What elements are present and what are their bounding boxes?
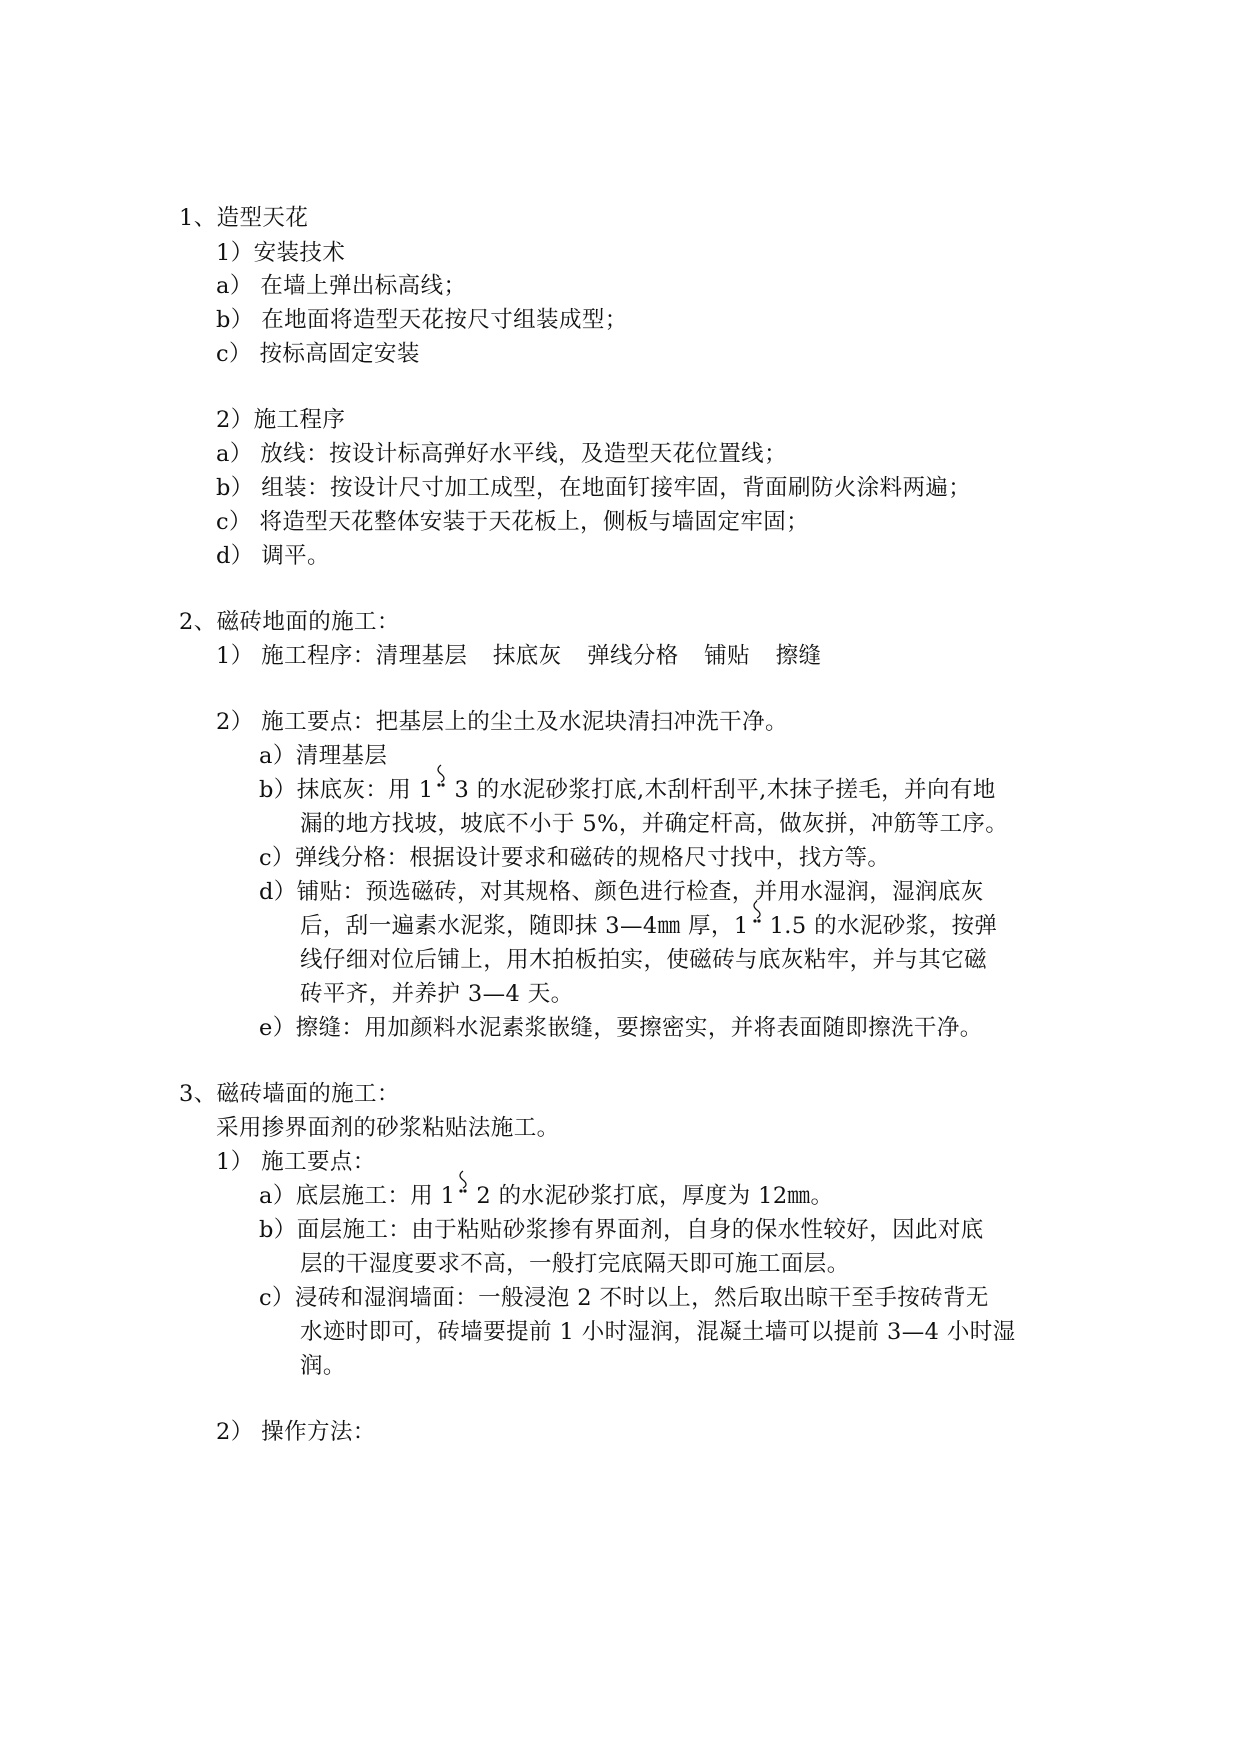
section-2-part-2-item-b-cont: 漏的地方找坡，坡底不小于 5%，并确定杆高，做灰拼，冲筋等工序。 (300, 811, 1009, 837)
section-1-part-1-item-a: a） 在墙上弹出标高线； (216, 273, 467, 299)
section-2-part-2-item-d-cont-1 (300, 911, 997, 941)
process-step-2: 抹底灰 (492, 643, 562, 669)
section-2-part-2-item-d-cont-3: 砖平齐，并养护 3—4 天。 (300, 981, 574, 1007)
section-2-part-2-item-a: a）清理基层 (259, 743, 388, 769)
section-1-part-1-item-b: b） 在地面将造型天花按尺寸组装成型； (216, 307, 628, 333)
item-d-text-end: 1.5 的水泥砂浆，按弹 (769, 913, 998, 939)
section-3-part-2-title: 2） 操作方法： (216, 1419, 376, 1445)
section-3-title: 3、磁砖墙面的施工： (179, 1081, 400, 1107)
section-3-part-1-item-c-cont-2: 润。 (300, 1353, 346, 1379)
section-1-part-2-item-c: c） 将造型天花整体安装于天花板上，侧板与墙固定牢固； (216, 509, 810, 535)
section-1-title: 1、造型天花 (179, 205, 309, 231)
section-3-part-1-item-c-cont-1: 水迹时即可，砖墙要提前 1 小时湿润，混凝土墙可以提前 3—4 小时湿 (300, 1319, 1016, 1345)
section-1-part-1-title: 1）安装技术 (216, 240, 346, 266)
ratio-symbol-icon (434, 775, 448, 795)
ratio-symbol-icon (750, 911, 764, 931)
section-3-part-1-item-b: b）面层施工：由于粘贴砂浆掺有界面剂，自身的保水性较好，因此对底 (259, 1217, 984, 1243)
section-3-part-1-item-b-cont: 层的干湿度要求不高，一般打完底隔天即可施工面层。 (300, 1251, 850, 1277)
section-3-part-1-item-c: c）浸砖和湿润墙面：一般浸泡 2 不时以上，然后取出晾干至手按砖背无 (259, 1285, 989, 1311)
section-1-part-2-title: 2）施工程序 (216, 407, 346, 433)
section-1-part-2-item-b: b） 组装：按设计尺寸加工成型，在地面钉接牢固，背面刷防火涂料两遍； (216, 475, 972, 501)
section-2-part-2-item-e: e）擦缝：用加颜料水泥素浆嵌缝，要擦密实，并将表面随即擦洗干净。 (259, 1015, 983, 1041)
item-b-text-end: 3 的水泥砂浆打底,木刮杆刮平,木抹子搓毛，并向有地 (454, 777, 996, 803)
process-step-1: 1） 施工程序：清理基层 (216, 643, 468, 669)
item-d-text-start: 后，刮一遍素水泥浆，随即抹 3—4㎜ 厚，1 (300, 913, 749, 939)
section-2-part-2-item-d: d）铺贴：预选磁砖，对其规格、颜色进行检查，并用水湿润，湿润底灰 (259, 879, 984, 905)
section-3-intro: 采用掺界面剂的砂浆粘贴法施工。 (216, 1115, 560, 1141)
process-step-3: 弹线分格 (587, 643, 679, 669)
section-2-title: 2、磁砖地面的施工： (179, 609, 400, 635)
section-2-part-2-item-c: c）弹线分格：根据设计要求和磁砖的规格尺寸找中，找方等。 (259, 845, 891, 871)
section-2-part-2-item-b (259, 775, 996, 805)
process-step-4: 铺贴 (704, 643, 751, 669)
section-1-part-1-item-c: c） 按标高固定安装 (216, 341, 420, 367)
section-2-part-2-title: 2） 施工要点：把基层上的尘土及水泥块清扫冲洗干净。 (216, 709, 788, 735)
item-a-text-end: 2 的水泥砂浆打底，厚度为 12㎜。 (476, 1183, 834, 1209)
section-1-part-2-item-a: a） 放线：按设计标高弹好水平线，及造型天花位置线； (216, 441, 787, 467)
item-b-text-start: b）抹底灰：用 1 (259, 777, 434, 803)
section-2-part-1-process (216, 641, 821, 671)
section-2-part-2-item-d-cont-2: 线仔细对位后铺上，用木拍板拍实，使磁砖与底灰粘牢，并与其它磁 (300, 947, 988, 973)
section-3-part-1-title: 1） 施工要点： (216, 1149, 376, 1175)
section-3-part-1-item-a (259, 1181, 833, 1211)
item-a-text-start: a）底层施工：用 1 (259, 1183, 456, 1209)
process-step-5: 擦缝 (775, 643, 822, 669)
section-1-part-2-item-d: d） 调平。 (216, 543, 330, 569)
ratio-symbol-icon (456, 1181, 470, 1201)
